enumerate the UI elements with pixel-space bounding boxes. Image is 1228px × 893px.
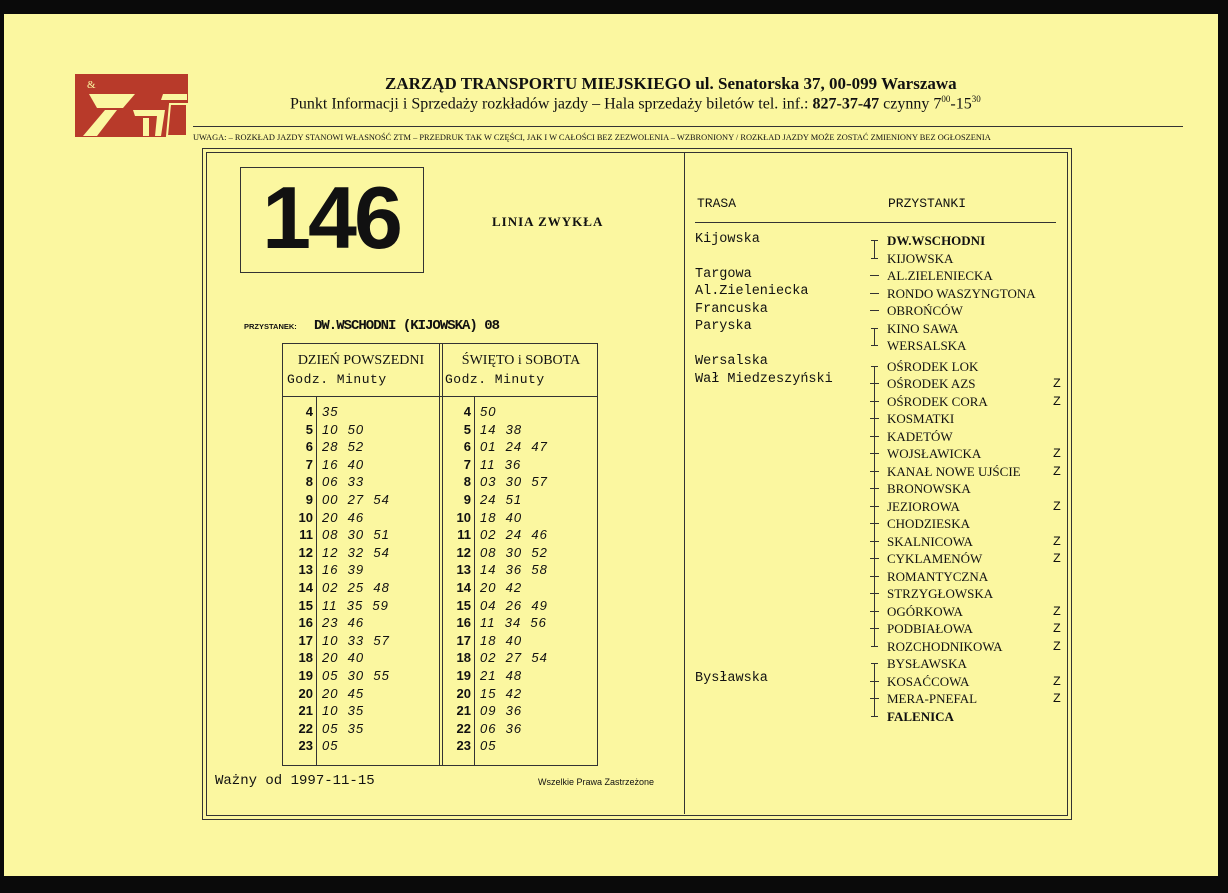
weekday-minutes: 10 35 bbox=[322, 703, 365, 719]
holiday-hour: 8 bbox=[463, 474, 471, 490]
route-stop: RONDO WASZYNGTONA bbox=[887, 285, 1036, 301]
stop-tick bbox=[867, 673, 881, 690]
header-rule bbox=[193, 126, 1183, 127]
holiday-hour: 12 bbox=[456, 544, 471, 560]
route-header-rule bbox=[695, 222, 1056, 223]
holiday-hour: 17 bbox=[456, 632, 471, 648]
holiday-hour: 14 bbox=[456, 580, 471, 595]
stop-tick bbox=[867, 620, 881, 637]
ztm-logo-graphic bbox=[75, 74, 188, 137]
weekday-hour: 20 bbox=[298, 685, 313, 701]
holiday-minutes: 14 38 bbox=[480, 421, 523, 437]
holiday-hour: 21 bbox=[456, 703, 471, 719]
weekday-minutes: 16 40 bbox=[322, 456, 365, 472]
stop-tick bbox=[867, 550, 881, 567]
stop-tick bbox=[867, 585, 881, 602]
holiday-minutes: 24 51 bbox=[480, 492, 523, 507]
holiday-minutes: 06 36 bbox=[480, 720, 523, 736]
weekday-minutes: 05 bbox=[322, 738, 339, 754]
line-number: 146 bbox=[262, 168, 400, 267]
stop-tick bbox=[867, 603, 881, 620]
route-stop: DW.WSCHODNI bbox=[887, 233, 986, 248]
stop-tick bbox=[867, 445, 881, 462]
holiday-minutes: 50 bbox=[480, 404, 497, 419]
route-stop: JEZIOROWA bbox=[887, 498, 960, 514]
route-stop: WOJSŁAWICKA bbox=[887, 446, 982, 461]
hours-separator: -15 bbox=[950, 95, 972, 113]
weekday-hour: 6 bbox=[305, 439, 313, 455]
weekday-hour: 23 bbox=[298, 738, 313, 754]
stop-tick bbox=[867, 232, 881, 249]
route-stop: CYKLAMENÓW bbox=[887, 551, 983, 566]
weekday-hour: 19 bbox=[298, 668, 313, 683]
route-stop: KOSAĆCOWA bbox=[887, 673, 970, 689]
weekday-minutes: 20 46 bbox=[322, 509, 365, 525]
header-separator bbox=[283, 396, 597, 397]
stop-tick bbox=[867, 708, 881, 725]
route-street: Kijowska bbox=[695, 232, 760, 247]
line-type: LINIA ZWYKŁA bbox=[492, 214, 604, 229]
route-title: TRASA bbox=[697, 196, 737, 211]
weekday-minutes: 08 30 51 bbox=[322, 527, 390, 543]
holiday-minutes: 04 26 49 bbox=[480, 597, 548, 613]
route-street: Bysławska bbox=[695, 671, 768, 686]
weekday-hour: 22 bbox=[298, 720, 313, 736]
weekday-minutes: 16 39 bbox=[322, 562, 365, 578]
hours-open-minutes: 00 bbox=[941, 94, 951, 104]
stop-tick bbox=[867, 320, 881, 337]
weekday-hour: 7 bbox=[305, 456, 313, 472]
holiday-minutes: 01 24 47 bbox=[480, 439, 548, 455]
on-request-marker: Z bbox=[1053, 621, 1061, 636]
holiday-hour-line bbox=[474, 396, 475, 765]
stop-tick bbox=[867, 568, 881, 585]
on-request-marker: Z bbox=[1053, 603, 1061, 619]
route-stop: OŚRODEK AZS bbox=[887, 376, 976, 391]
stop-tick bbox=[867, 358, 881, 375]
holiday-hour: 11 bbox=[457, 527, 471, 543]
holiday-minutes: 20 42 bbox=[480, 580, 523, 595]
weekday-title: DZIEŃ POWSZEDNI bbox=[297, 353, 425, 368]
holiday-minutes: 14 36 58 bbox=[480, 562, 548, 578]
holiday-hour: 13 bbox=[456, 562, 471, 578]
weekday-hour: 9 bbox=[305, 492, 313, 507]
svg-text:&: & bbox=[87, 79, 96, 91]
weekday-minutes: 20 45 bbox=[322, 685, 365, 701]
info-line bbox=[290, 94, 981, 113]
holiday-hour: 16 bbox=[456, 615, 471, 631]
organization-header: ZARZĄD TRANSPORTU MIEJSKIEGO ul. Senatorska 37, 00-099 Warszawa bbox=[385, 74, 957, 93]
weekday-hour: 16 bbox=[298, 615, 313, 631]
stop-tick bbox=[867, 515, 881, 532]
weekday-minutes: 10 50 bbox=[322, 421, 365, 437]
stop-tick bbox=[867, 393, 881, 410]
weekday-minutes: 02 25 48 bbox=[322, 580, 390, 595]
stop-dash bbox=[867, 267, 881, 284]
weekday-minutes: 10 33 57 bbox=[322, 632, 390, 648]
holiday-minutes: 18 40 bbox=[480, 632, 523, 648]
stop-tick bbox=[867, 533, 881, 550]
holiday-hour: 20 bbox=[456, 685, 471, 701]
route-street: Al.Zieleniecka bbox=[695, 284, 809, 299]
route-stop: KINO SAWA bbox=[887, 320, 959, 336]
on-request-marker: Z bbox=[1053, 463, 1061, 479]
weekday-minutes: 12 32 54 bbox=[322, 544, 390, 560]
hours-prefix: czynny 7 bbox=[879, 95, 942, 113]
stop-tick bbox=[867, 690, 881, 707]
weekday-minutes: 05 35 bbox=[322, 720, 365, 736]
stop-tick bbox=[867, 375, 881, 392]
holiday-hour: 18 bbox=[456, 650, 471, 666]
on-request-marker: Z bbox=[1053, 446, 1061, 461]
weekday-hour: 11 bbox=[299, 527, 313, 543]
on-request-marker: Z bbox=[1053, 638, 1061, 654]
route-stop: OŚRODEK LOK bbox=[887, 358, 979, 374]
holiday-minutes: 18 40 bbox=[480, 509, 523, 525]
stop-dash bbox=[867, 302, 881, 319]
weekday-hour: 13 bbox=[298, 562, 313, 578]
holiday-hour: 4 bbox=[463, 404, 471, 419]
route-stop: STRZYGŁOWSKA bbox=[887, 586, 994, 601]
weekday-minutes: 23 46 bbox=[322, 615, 365, 631]
route-stop: BRONOWSKA bbox=[887, 481, 971, 496]
holiday-hour: 19 bbox=[456, 668, 471, 683]
holiday-minutes: 05 bbox=[480, 738, 497, 754]
stop-tick bbox=[867, 250, 881, 267]
holiday-minutes: 21 48 bbox=[480, 668, 523, 683]
route-street: Wał Miedzeszyński bbox=[695, 372, 833, 387]
holiday-minutes: 08 30 52 bbox=[480, 544, 548, 560]
route-stop: SKALNICOWA bbox=[887, 533, 973, 549]
info-prefix: Punkt Informacji i Sprzedaży rozkładów jazdy – Hala sprzedaży biletów tel. inf.: bbox=[290, 95, 813, 113]
route-stop: WERSALSKA bbox=[887, 338, 967, 353]
route-street: Paryska bbox=[695, 319, 752, 334]
stop-tick bbox=[867, 480, 881, 497]
phone-number: 827-37-47 bbox=[812, 95, 880, 113]
on-request-marker: Z bbox=[1053, 533, 1061, 549]
route-stop: ROZCHODNIKOWA bbox=[887, 638, 1003, 654]
holiday-hour: 22 bbox=[456, 720, 471, 736]
on-request-marker: Z bbox=[1053, 393, 1061, 409]
route-stop: KADETÓW bbox=[887, 428, 953, 444]
holiday-hour: 9 bbox=[463, 492, 471, 507]
holiday-minutes: 11 34 56 bbox=[480, 615, 547, 631]
weekday-subtitle: Godz. Minuty bbox=[287, 372, 387, 387]
on-request-marker: Z bbox=[1053, 498, 1061, 514]
route-stop: OBROŃCÓW bbox=[887, 303, 963, 318]
weekday-minutes: 00 27 54 bbox=[322, 492, 390, 507]
stop-tick bbox=[867, 337, 881, 354]
route-stop: KANAŁ NOWE UJŚCIE bbox=[887, 463, 1021, 479]
stop-tick bbox=[867, 638, 881, 655]
holiday-hour: 7 bbox=[463, 456, 471, 472]
weekday-hour: 15 bbox=[298, 597, 313, 613]
route-stop: OGÓRKOWA bbox=[887, 603, 963, 619]
route-stop: FALENICA bbox=[887, 708, 954, 724]
stop-label: PRZYSTANEK: bbox=[244, 322, 297, 331]
weekday-minutes: 20 40 bbox=[322, 650, 365, 666]
weekday-minutes: 05 30 55 bbox=[322, 668, 390, 683]
stop-tick bbox=[867, 498, 881, 515]
weekday-minutes: 06 33 bbox=[322, 474, 365, 490]
holiday-minutes: 02 27 54 bbox=[480, 650, 548, 666]
holiday-minutes: 15 42 bbox=[480, 685, 523, 701]
on-request-marker: Z bbox=[1053, 376, 1061, 391]
stop-tick bbox=[867, 428, 881, 445]
route-street: Francuska bbox=[695, 302, 768, 317]
weekday-hour: 21 bbox=[298, 703, 313, 719]
stop-dash bbox=[867, 285, 881, 302]
on-request-marker: Z bbox=[1053, 691, 1061, 706]
weekday-hour: 4 bbox=[305, 404, 313, 419]
holiday-minutes: 09 36 bbox=[480, 703, 523, 719]
weekday-hour: 17 bbox=[298, 632, 313, 648]
weekday-minutes: 28 52 bbox=[322, 439, 365, 455]
route-stop: PODBIAŁOWA bbox=[887, 621, 973, 636]
route-street: Targowa bbox=[695, 267, 752, 282]
stop-tick bbox=[867, 655, 881, 672]
holiday-hour: 10 bbox=[456, 509, 471, 525]
weekday-hour: 12 bbox=[298, 544, 313, 560]
weekday-minutes: 35 bbox=[322, 404, 339, 419]
holiday-hour: 5 bbox=[463, 421, 471, 437]
weekday-hour: 18 bbox=[298, 650, 313, 666]
holiday-minutes: 02 24 46 bbox=[480, 527, 548, 543]
stop-tick bbox=[867, 410, 881, 427]
route-stop: MERA-PNEFAL bbox=[887, 691, 978, 706]
holiday-minutes: 11 36 bbox=[480, 456, 522, 472]
weekday-minutes: 11 35 59 bbox=[322, 597, 389, 613]
stop-tick bbox=[867, 463, 881, 480]
stop-name: DW.WSCHODNI (KIJOWSKA) 08 bbox=[314, 318, 500, 334]
holiday-minutes: 03 30 57 bbox=[480, 474, 548, 490]
holiday-hour: 15 bbox=[456, 597, 471, 613]
route-stop: KOSMATKI bbox=[887, 411, 955, 426]
panel-divider bbox=[684, 152, 685, 814]
rights-notice: Wszelkie Prawa Zastrzeżone bbox=[538, 777, 655, 787]
on-request-marker: Z bbox=[1053, 673, 1061, 689]
route-stop: OŚRODEK CORA bbox=[887, 393, 988, 409]
route-stop: CHODZIESKA bbox=[887, 516, 971, 531]
on-request-marker: Z bbox=[1053, 551, 1061, 566]
holiday-hour: 6 bbox=[463, 439, 471, 455]
route-stop: AL.ZIELENIECKA bbox=[887, 268, 993, 283]
weekday-hour: 10 bbox=[298, 509, 313, 525]
route-street: Wersalska bbox=[695, 354, 768, 369]
copyright-warning: UWAGA: – ROZKŁAD JAZDY STANOWI WŁASNOŚĆ ZTM – PRZEDRUK TAK W CZĘŚCI, JAK I W CAŁOŚCI BEZ ZEZWOLENIA – WZBRONIONY / ROZKŁAD JAZDY MOŻE ZOSTAĆ ZMIENIONY BEZ OGŁOSZENIA bbox=[193, 133, 991, 142]
ztm-logo bbox=[75, 74, 188, 137]
route-stop: ROMANTYCZNA bbox=[887, 568, 989, 584]
weekday-hour: 14 bbox=[298, 580, 313, 595]
holiday-hour: 23 bbox=[456, 738, 471, 754]
route-stop: KIJOWSKA bbox=[887, 250, 954, 266]
stops-title: PRZYSTANKI bbox=[888, 196, 967, 211]
timetable-grid bbox=[282, 343, 598, 766]
hours-close-minutes: 30 bbox=[971, 94, 981, 104]
holiday-title: ŚWIĘTO i SOBOTA bbox=[461, 353, 581, 368]
valid-from: Ważny od 1997-11-15 bbox=[215, 773, 375, 789]
weekday-hour: 5 bbox=[305, 421, 313, 437]
weekday-hour-line bbox=[316, 396, 317, 765]
route-stop: BYSŁAWSKA bbox=[887, 656, 967, 671]
weekday-hour: 8 bbox=[305, 474, 313, 490]
holiday-subtitle: Godz. Minuty bbox=[445, 372, 545, 387]
